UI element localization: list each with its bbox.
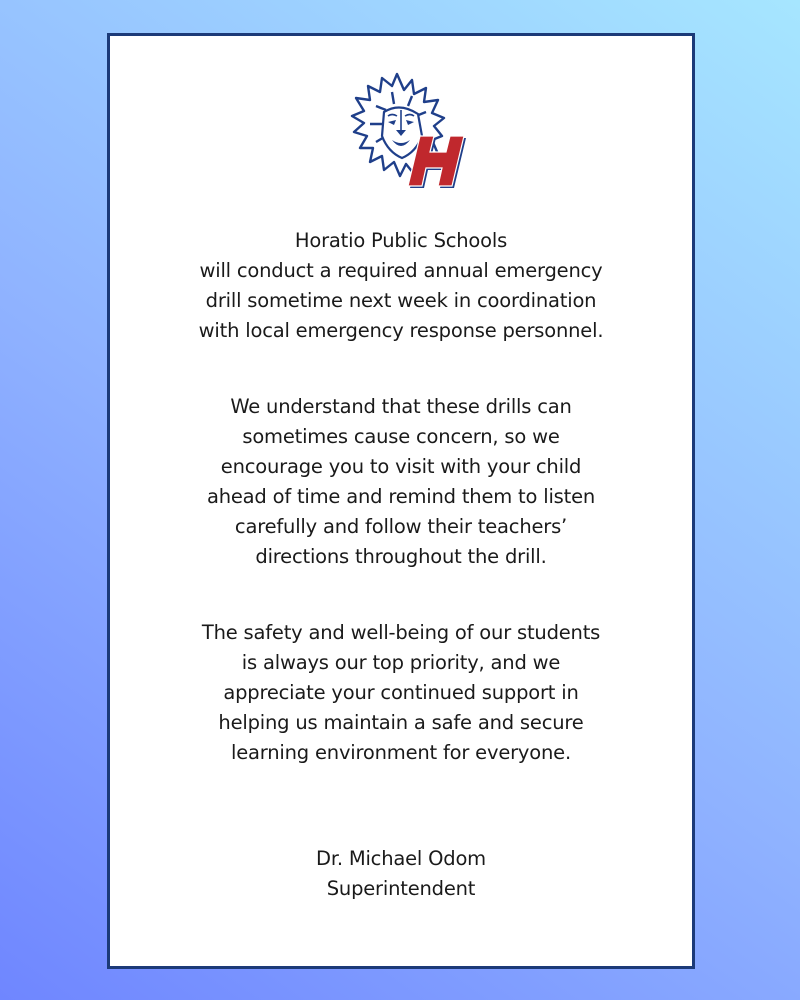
paragraph-line: The safety and well-being of our students xyxy=(201,621,601,644)
signature-title: Superintendent xyxy=(326,877,476,900)
paragraph-line: drill sometime next week in coordination xyxy=(205,289,597,312)
paragraph-line: helping us maintain a safe and secure xyxy=(218,711,584,734)
paragraph-line: directions throughout the drill. xyxy=(255,545,547,568)
paragraph-line: is always our top priority, and we xyxy=(241,651,561,674)
school-logo xyxy=(342,66,472,196)
safety-paragraph xyxy=(110,618,692,768)
paragraph-line: with local emergency response personnel. xyxy=(198,319,604,342)
paragraph-line: Horatio Public Schools xyxy=(294,229,508,252)
paragraph-line: appreciate your continued support in xyxy=(223,681,579,704)
paragraph-line: will conduct a required annual emergency xyxy=(199,259,603,282)
paragraph-line: sometimes cause concern, so we xyxy=(242,425,560,448)
intro-paragraph xyxy=(110,226,692,346)
paragraph-line: ahead of time and remind them to listen xyxy=(206,485,596,508)
paragraph-line: carefully and follow their teachers’ xyxy=(234,515,568,538)
paragraph-line: We understand that these drills can xyxy=(230,395,572,418)
notice-card xyxy=(107,33,695,969)
concern-paragraph xyxy=(110,392,692,572)
paragraph-line: encourage you to visit with your child xyxy=(220,455,582,478)
lion-head-with-h-logo-icon xyxy=(342,66,472,196)
signature-name: Dr. Michael Odom xyxy=(316,847,486,870)
paragraph-line: learning environment for everyone. xyxy=(231,741,571,764)
signature-block xyxy=(110,844,692,904)
